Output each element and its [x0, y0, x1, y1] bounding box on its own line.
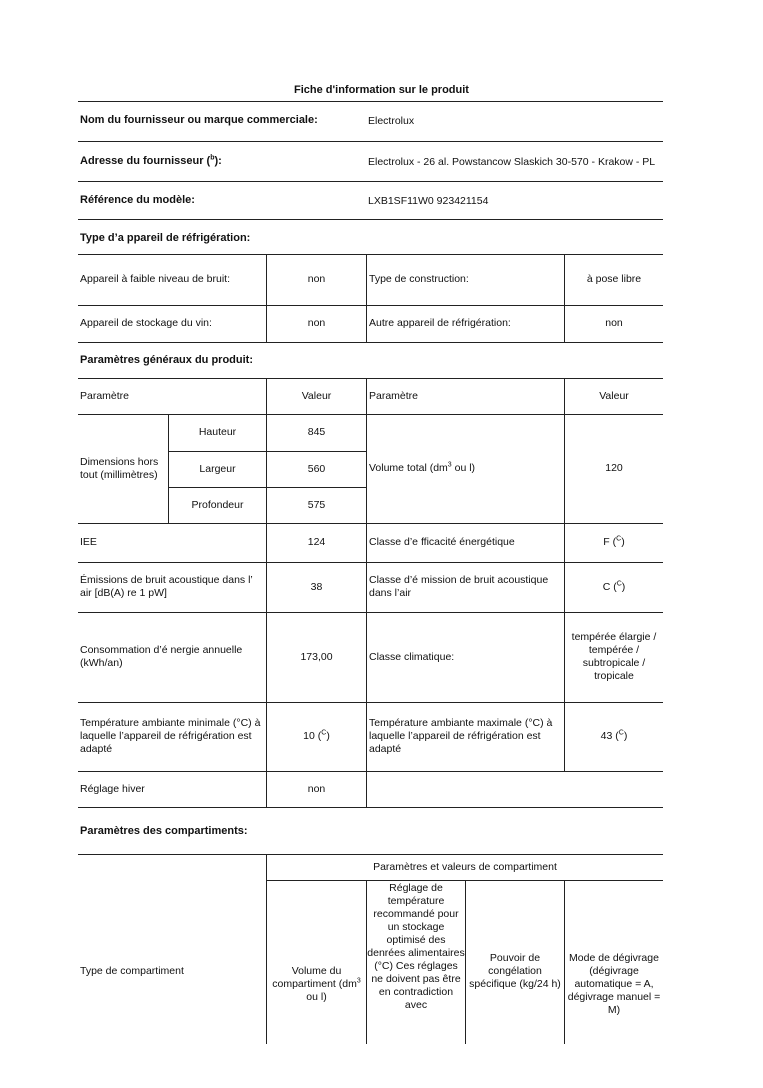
- model-label: Référence du modèle:: [80, 194, 195, 206]
- defrost-mode-label: Mode de dégivrage (dégivrage automatique = A, dégivrage manuel = M): [567, 951, 661, 1016]
- energy-class-label: Classe d’e fficacité énergétique: [369, 536, 515, 548]
- appliance-type-heading: Type d’a ppareil de réfrigération:: [80, 232, 251, 244]
- temperature-setting-label: Réglage de température recommandé pour un stockage optimisé des denrées alimentaires (°C) Ces réglages ne doivent pas être en contradiction avec: [367, 882, 465, 1011]
- table-border: [366, 378, 367, 807]
- col-header-value-2: Valeur: [599, 389, 629, 402]
- col-header-value: Valeur: [301, 389, 332, 402]
- iee-label: IEE: [80, 536, 97, 548]
- col-header-param-2: Paramètre: [369, 389, 419, 402]
- low-noise-value: non: [307, 273, 326, 285]
- col-header-param: Paramètre: [80, 389, 130, 402]
- total-volume-value: 120: [605, 462, 623, 474]
- total-volume-label: Volume total ($dm^3$ ou l): [369, 461, 476, 474]
- divider: [78, 141, 663, 142]
- winter-setting-label: Réglage hiver: [80, 782, 145, 795]
- annual-consumption-label: Consommation d’é nergie annuelle (kWh/an): [80, 644, 243, 669]
- climate-class-label: Classe climatique:: [369, 650, 455, 663]
- supplier-address-label: Adresse du fournisseur ($^b$):: [80, 154, 222, 167]
- iee-value: 124: [307, 536, 326, 548]
- page-title: Fiche d'information sur le produit: [294, 84, 469, 96]
- energy-class-value: F ($^C$): [603, 535, 625, 548]
- compartment-type-label: Type de compartiment: [80, 964, 184, 977]
- wine-storage-label: Appareil de stockage du vin:: [80, 317, 212, 329]
- width-label: Largeur: [199, 462, 236, 475]
- winter-setting-value: non: [307, 782, 326, 795]
- other-appliance-label: Autre appareil de réfrigération:: [369, 317, 511, 329]
- height-label: Hauteur: [198, 426, 237, 438]
- wine-storage-value: non: [307, 317, 326, 329]
- supplier-name-label: Nom du fournisseur ou marque commerciale:: [80, 114, 318, 126]
- table-border: [78, 342, 663, 343]
- noise-class-value: C ($^C$): [602, 580, 626, 593]
- noise-class-label: Classe d’é mission de bruit acoustique dans l’air: [369, 574, 549, 599]
- construction-label: Type de construction:: [369, 273, 469, 285]
- table-border: [366, 254, 367, 342]
- compartment-group-header: Paramètres et valeurs de compartiment: [373, 860, 557, 873]
- max-temp-label: Température ambiante maximale (°C) à laquelle l’appareil de réfrigération est adapté: [369, 717, 553, 755]
- table-border: [78, 807, 663, 808]
- max-temp-value: 43 ($^C$): [600, 729, 628, 742]
- height-value: 845: [307, 426, 326, 438]
- compartments-heading: Paramètres des compartiments:: [80, 825, 248, 837]
- model-value: LXB1SF11W0 923421154: [368, 195, 489, 207]
- divider: [78, 181, 663, 182]
- low-noise-label: Appareil à faible niveau de bruit:: [80, 273, 231, 285]
- construction-value: à pose libre: [586, 273, 642, 285]
- supplier-name-value: Electrolux: [368, 115, 415, 127]
- freezing-capacity-label: Pouvoir de congélation spécifique (kg/24 h): [469, 951, 561, 990]
- min-temp-value: 10 ($^C$): [303, 729, 330, 742]
- annual-consumption-value: 173,00: [300, 650, 333, 663]
- climate-class-value: tempérée élargie / tempérée / subtropicale / tropicale: [571, 631, 657, 682]
- divider: [78, 101, 663, 102]
- depth-label: Profondeur: [191, 498, 244, 511]
- compartment-volume-label: Volume du compartiment ($dm^3$ ou l): [272, 964, 361, 1003]
- other-appliance-value: non: [605, 317, 623, 329]
- dimensions-label: Dimensions hors tout (millimètres): [80, 455, 159, 481]
- noise-emission-value: 38: [310, 580, 323, 593]
- supplier-address-value: Electrolux - 26 al. Powstancow Slaskich 30-570 - Krakow - PL: [368, 156, 656, 168]
- noise-emission-label: Émissions de bruit acoustique dans l’ air [dB(A) re 1 pW]: [80, 574, 253, 599]
- depth-value: 575: [307, 498, 326, 511]
- min-temp-label: Température ambiante minimale (°C) à laquelle l’appareil de réfrigération est adapté: [80, 717, 261, 755]
- general-params-heading: Paramètres généraux du produit:: [80, 354, 253, 366]
- width-value: 560: [307, 462, 326, 475]
- divider: [78, 219, 663, 220]
